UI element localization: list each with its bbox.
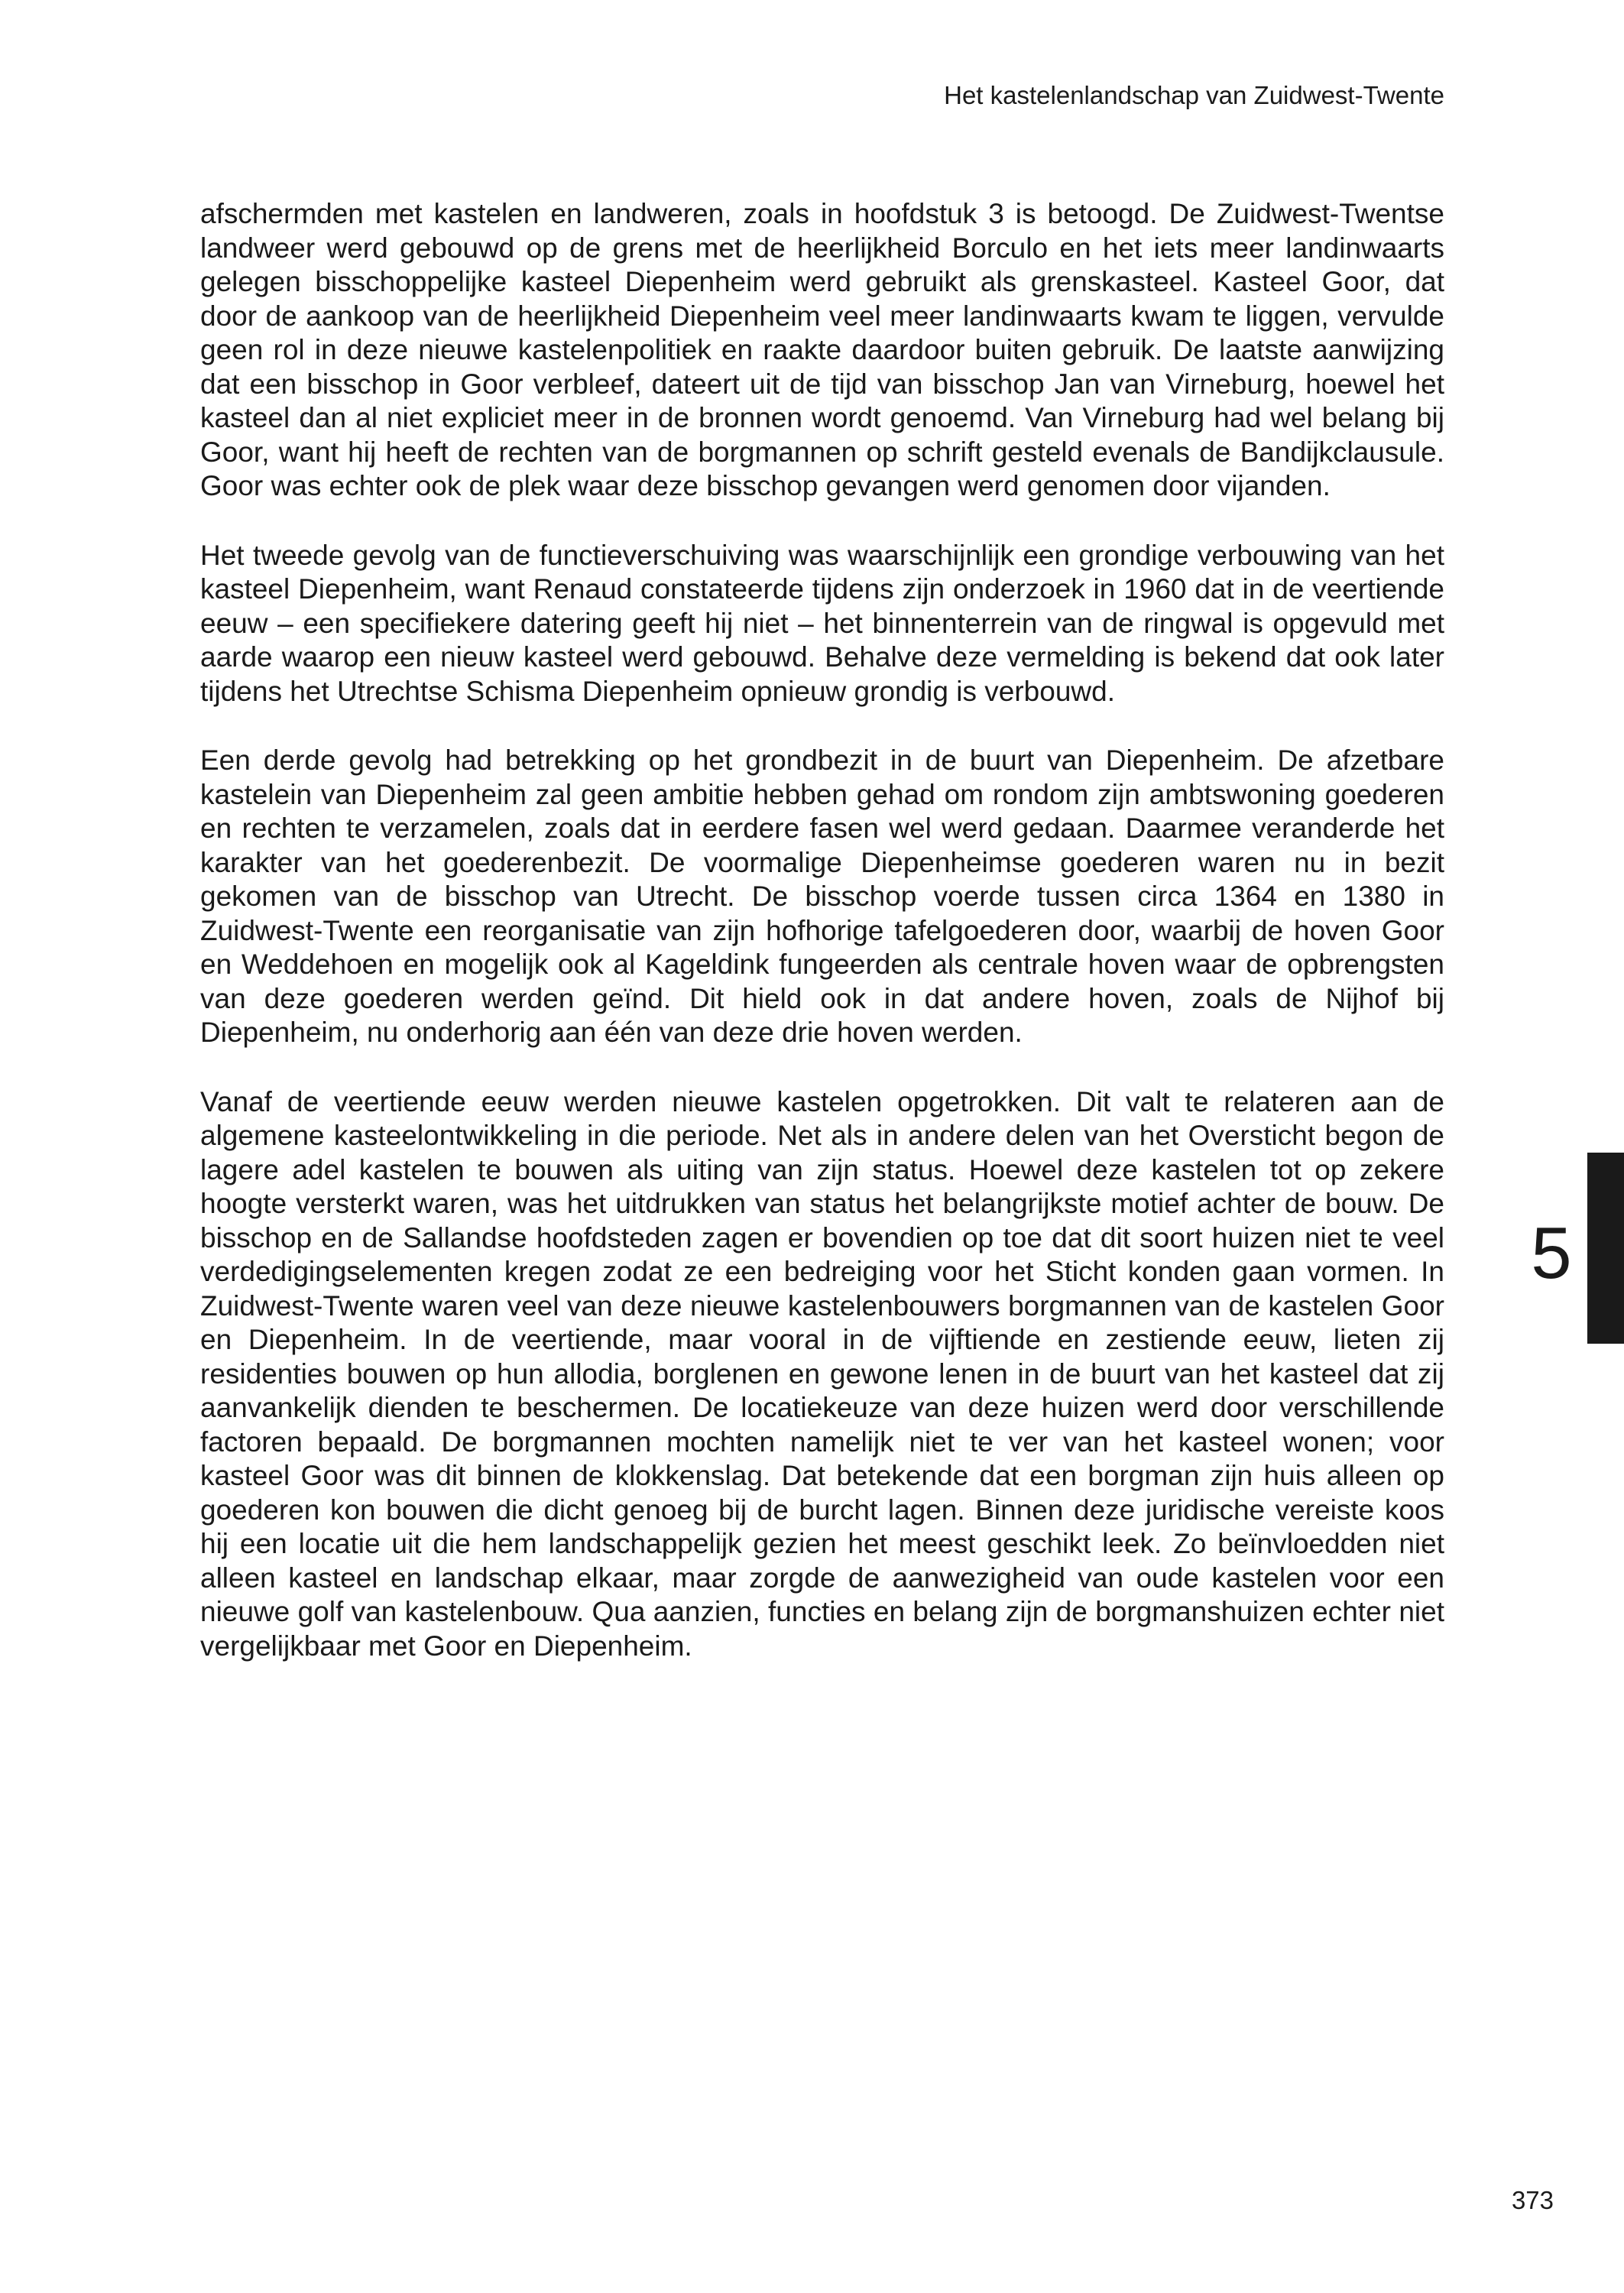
paragraph-3: Een derde gevolg had betrekking op het grondbezit in de buurt van Diepenheim. De afzetbare kastelein van Diepenheim zal geen ambitie hebben gehad om rondom zijn ambtswoning goederen en rechten te verzamelen, zoals dat in eerdere fasen wel werd gedaan. Daarmee veranderde het karakter van het goederenbezit. De voormalige Diepenheimse goederen waren nu in bezit gekomen van de bisschop van Utrecht. De bisschop voerde tussen circa 1364 en 1380 in Zuidwest-Twente een reorganisatie van zijn hofhorige tafelgoederen door, waarbij de hoven Goor en Weddehoen en mogelijk ook al Kageldink fungeerden als centrale hoven waar de opbrengsten van deze goederen werden geïnd. Dit hield ook in dat andere hoven, zoals de Nijhof bij Diepenheim, nu onderhorig aan één van deze drie hoven werden. — [200, 744, 1444, 1048]
paragraph-4: Vanaf de veertiende eeuw werden nieuwe kastelen opgetrokken. Dit valt te relateren aan de algemene kasteelontwikkeling in die periode. Net als in andere delen van het Oversticht begon de lagere adel kastelen te bouwen als uiting van zijn status. Hoewel deze kastelen tot op zekere hoogte versterkt waren, was het uitdrukken van status het belangrijkste motief achter de bouw. De bisschop en de Sallandse hoofdsteden zagen er bovendien op toe dat dit soort huizen niet te veel verdedigingselementen kregen zodat ze een bedreiging voor het Sticht konden gaan vormen. In Zuidwest-Twente waren veel van deze nieuwe kastelenbouwers borgmannen van de kastelen Goor en Diepenheim. In de veertiende, maar vooral in de vijftiende en zestiende eeuw, lieten zij residenties bouwen op hun allodia, borglenen en gewone lenen in de buurt van het kasteel dat zij aanvankelijk dienden te beschermen. De locatiekeuze van deze huizen werd door verschillende factoren bepaald. De borgmannen mochten namelijk niet te ver van het kasteel wonen; voor kasteel Goor was dit binnen de klokkenslag. Dat betekende dat een borgman zijn huis alleen op goederen kon bouwen die dicht genoeg bij de burcht lagen. Binnen deze juridische vereiste koos hij een locatie uit die hem landschappelijk gezien het meest geschikt leek. Zo beïnvloedden niet alleen kasteel en landschap elkaar, maar zorgde de aanwezigheid van oude kastelen voor een nieuwe golf van kastelenbouw. Qua aanzien, functies en belang zijn de borgmanshuizen echter niet vergelijkbaar met Goor en Diepenheim. — [200, 1085, 1444, 1662]
chapter-number: 5 — [1531, 1212, 1572, 1294]
paragraph-2: Het tweede gevolg van de functieverschuiving was waarschijnlijk een grondige verbouwing van het kasteel Diepenheim, want Renaud constateerde tijdens zijn onderzoek in 1960 dat in de veertiende eeuw – een specifiekere datering geeft hij niet – het binnenterrein van de ringwal is opgevuld met aarde waarop een nieuw kasteel werd gebouwd. Behalve deze vermelding is bekend dat ook later tijdens het Utrechtse Schisma Diepenheim opnieuw grondig is verbouwd. — [200, 539, 1444, 707]
paragraph-1: afschermden met kastelen en landweren, zoals in hoofdstuk 3 is betoogd. De Zuidwest-Twentse landweer werd gebouwd op de grens met de heerlijkheid Borculo en het iets meer landinwaarts gelegen bisschoppelijke kasteel Diepenheim werd gebruikt als grenskasteel. Kasteel Goor, dat door de aankoop van de heerlijkheid Diepenheim veel meer landinwaarts kwam te liggen, vervulde geen rol in deze nieuwe kastelenpolitiek en raakte daardoor buiten gebruik. De laatste aanwijzing dat een bisschop in Goor verbleef, dateert uit de tijd van bisschop Jan van Virneburg, hoewel het kasteel dan al niet expliciet meer in de bronnen wordt genoemd. Van Virneburg had wel belang bij Goor, want hij heeft de rechten van de borgmannen op schrift gesteld evenals de Bandijkclausule. Goor was echter ook de plek waar deze bisschop gevangen werd genomen door vijanden. — [200, 198, 1444, 501]
body-text — [200, 197, 1444, 1698]
page-number: 373 — [1511, 2186, 1554, 2214]
running-header: Het kastelenlandschap van Zuidwest-Twente — [944, 81, 1444, 109]
chapter-tab-marker — [1587, 1153, 1624, 1344]
